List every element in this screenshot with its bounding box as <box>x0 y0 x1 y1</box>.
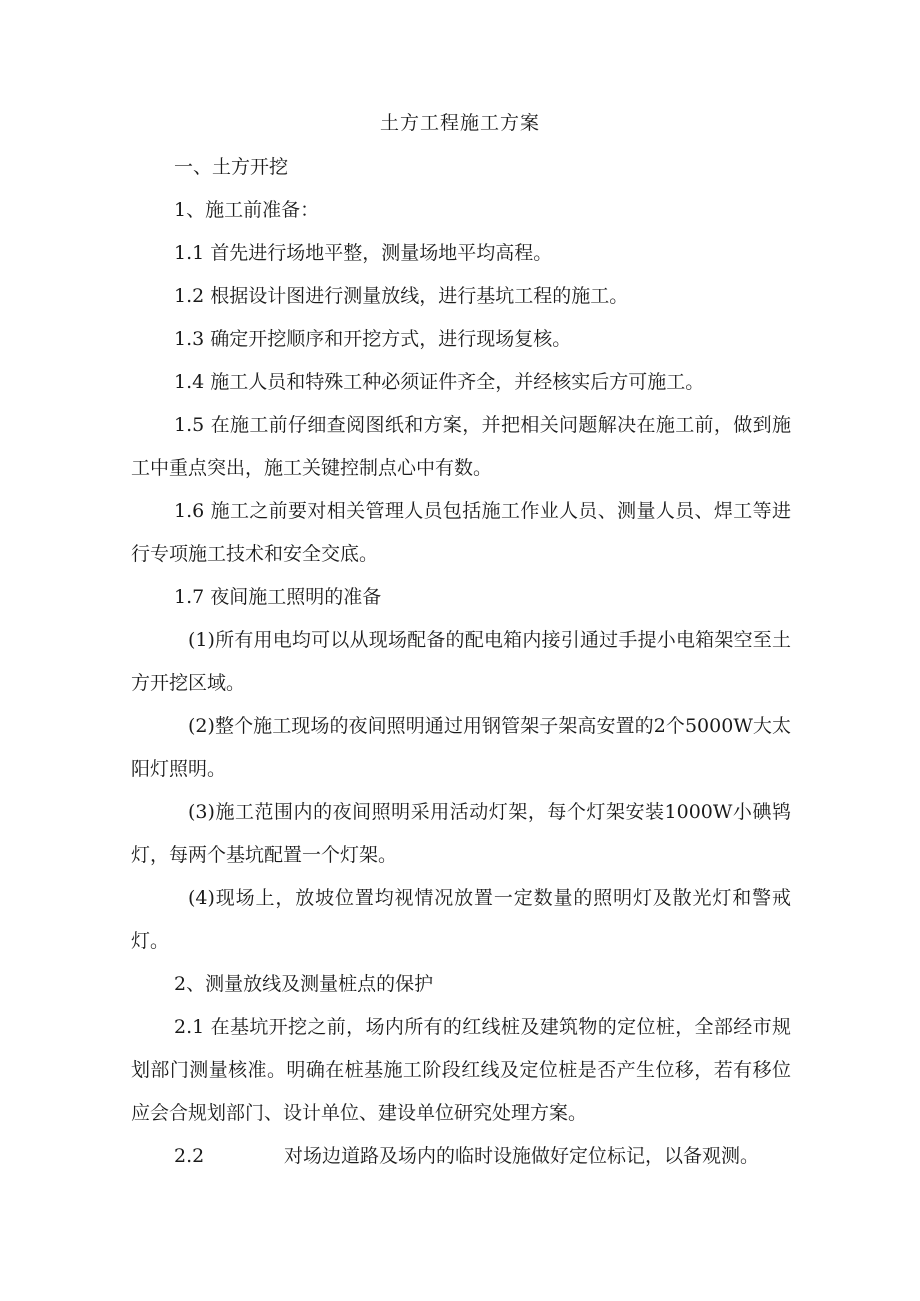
paragraph: 1.3 确定开挖顺序和开挖方式，进行现场复核。 <box>174 328 572 350</box>
paragraph: 1.6 施工之前要对相关管理人员包括施工作业人员、测量人员、焊工等进行专项施工技术和安全交底。 <box>131 500 791 565</box>
paragraph <box>131 1135 791 1178</box>
document-title: 土方工程施工方案 <box>379 112 540 134</box>
paragraph: 2.1 在基坑开挖之前，场内所有的红线桩及建筑物的定位桩，全部经市规划部门测量核准。明确在桩基施工阶段红线及定位桩是否产生位移，若有移位应会合规划部门、设计单位、建设单位研究处理方案。 <box>131 1016 791 1124</box>
section-heading: 一、土方开挖 <box>174 156 289 178</box>
subsection-heading: 1、施工前准备： <box>174 199 320 221</box>
list-item: (3)施工范围内的夜间照明采用活动灯架，每个灯架安装1000W小碘鸨灯，每两个基坑配置一个灯架。 <box>131 801 791 866</box>
list-item: (1)所有用电均可以从现场配备的配电箱内接引通过手提小电箱架空至土方开挖区域。 <box>131 629 791 694</box>
paragraph: 1.2 根据设计图进行测量放线，进行基坑工程的施工。 <box>174 285 629 307</box>
paragraph: 1.7 夜间施工照明的准备 <box>174 586 382 608</box>
paragraph: 1.5 在施工前仔细查阅图纸和方案，并把相关问题解决在施工前，做到施工中重点突出，施工关键控制点心中有数。 <box>131 414 791 479</box>
document-body <box>131 146 791 1178</box>
paragraph-text: 对场边道路及场内的临时设施做好定位标记，以备观测。 <box>284 1145 760 1167</box>
paragraph: 1.4 施工人员和特殊工种必须证件齐全，并经核实后方可施工。 <box>174 371 705 393</box>
paragraph-number: 2.2 <box>174 1145 205 1167</box>
subsection-heading: 2、测量放线及测量桩点的保护 <box>174 973 434 995</box>
list-item: (4)现场上，放坡位置均视情况放置一定数量的照明灯及散光灯和警戒灯。 <box>131 887 791 952</box>
paragraph: 1.1 首先进行场地平整，测量场地平均高程。 <box>174 242 553 264</box>
list-item: (2)整个施工现场的夜间照明通过用钢管架子架高安置的2个5000W大太阳灯照明。 <box>131 715 791 780</box>
